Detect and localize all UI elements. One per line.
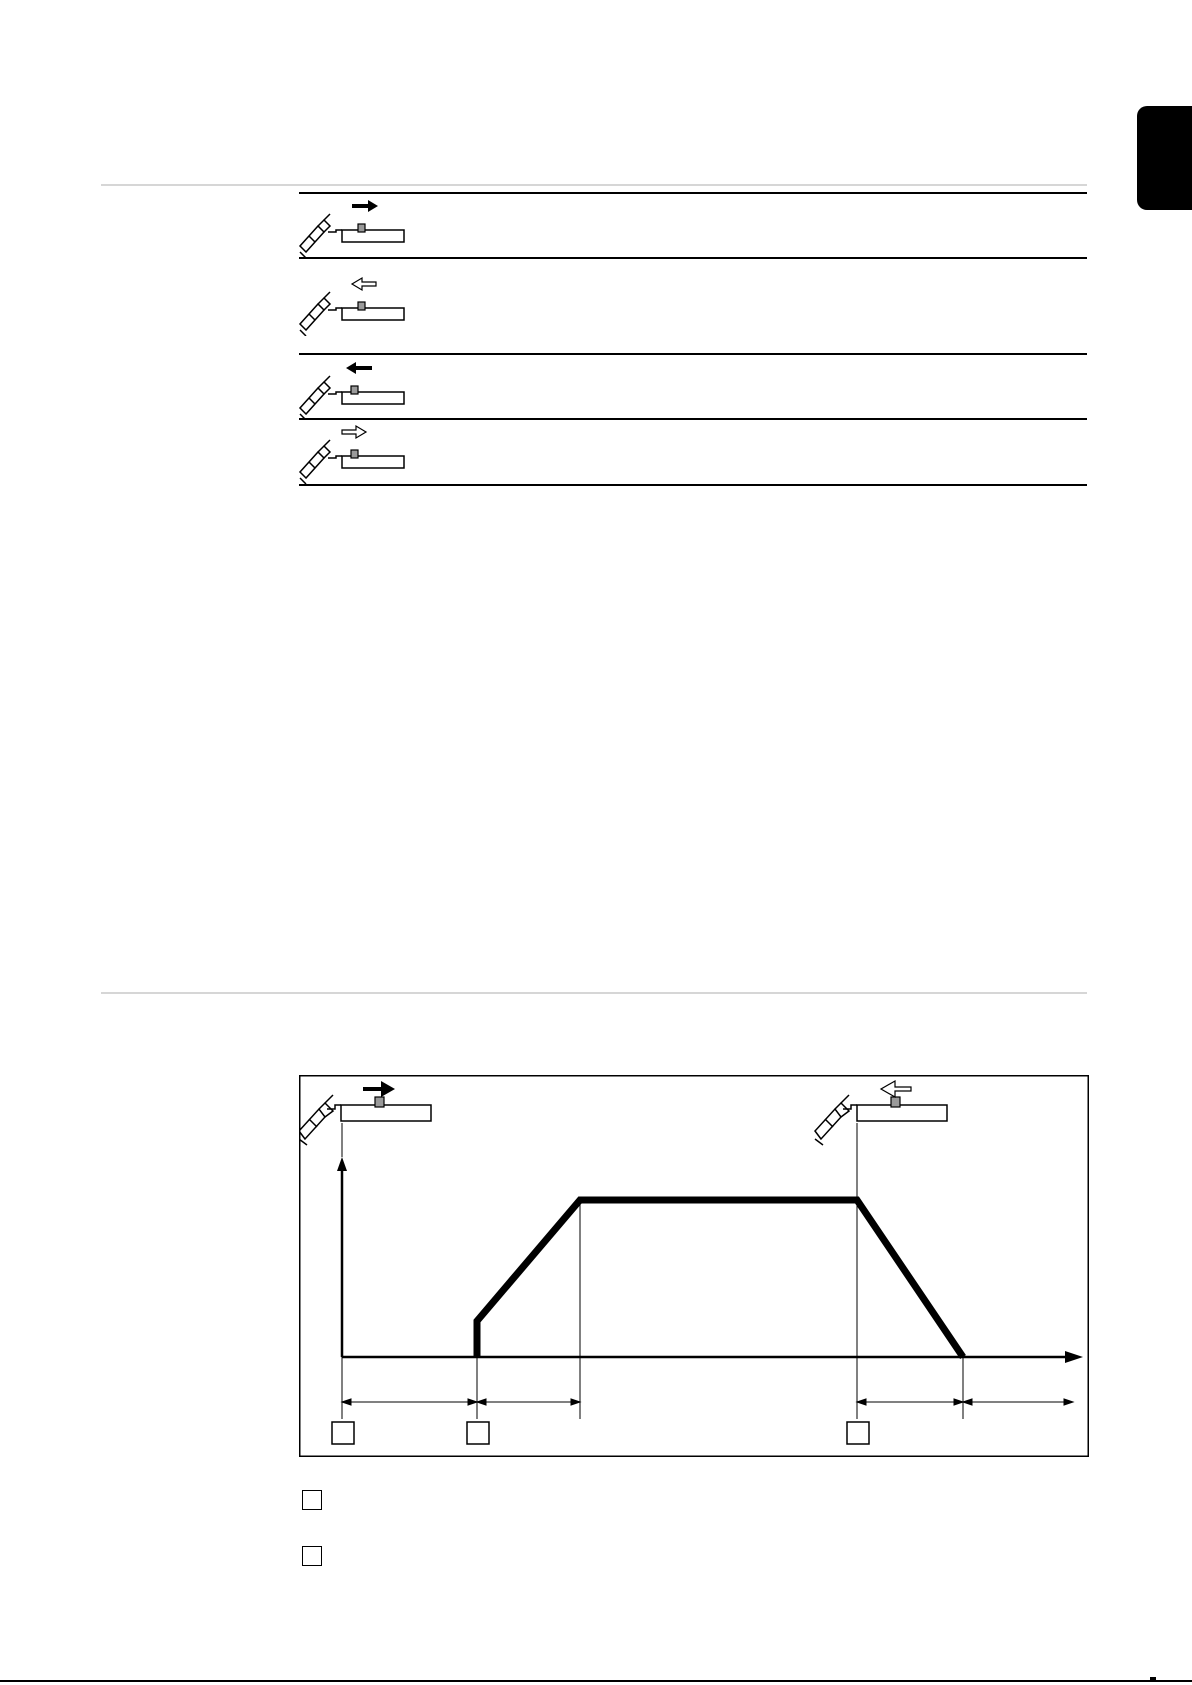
- legend-marker-box: [302, 1546, 322, 1566]
- table-rule: [299, 257, 1087, 259]
- trigger-sequence-diagram: [299, 1075, 1089, 1457]
- torch-trigger-release-outline-arrow-icon: [296, 274, 408, 336]
- table-rule: [299, 353, 1087, 355]
- section-divider-top: [101, 184, 1087, 186]
- phase-marker-box: [332, 1422, 354, 1444]
- torch-trigger-pull-back-solid-arrow-icon: [296, 358, 408, 420]
- current-profile: [477, 1200, 963, 1357]
- x-axis-arrowhead: [1065, 1351, 1083, 1363]
- phase-marker-box: [467, 1422, 489, 1444]
- y-axis-arrowhead: [337, 1157, 347, 1171]
- phase-marker-box: [847, 1422, 869, 1444]
- torch-trigger-push-forward-outline-arrow-icon: [296, 422, 408, 484]
- footer-rule: [0, 1680, 1192, 1682]
- table-rule: [299, 192, 1087, 194]
- table-rule: [299, 418, 1087, 420]
- chapter-tab: [1137, 106, 1192, 210]
- torch-trigger-press-solid-arrow-icon: [299, 1081, 431, 1145]
- legend-marker-box: [302, 1490, 322, 1510]
- torch-trigger-release-outline-arrow-icon: [815, 1081, 947, 1145]
- section-divider-bottom: [101, 992, 1087, 994]
- torch-trigger-press-solid-arrow-icon: [296, 196, 408, 258]
- page-number-mark: [1150, 1677, 1156, 1682]
- table-rule: [299, 484, 1087, 486]
